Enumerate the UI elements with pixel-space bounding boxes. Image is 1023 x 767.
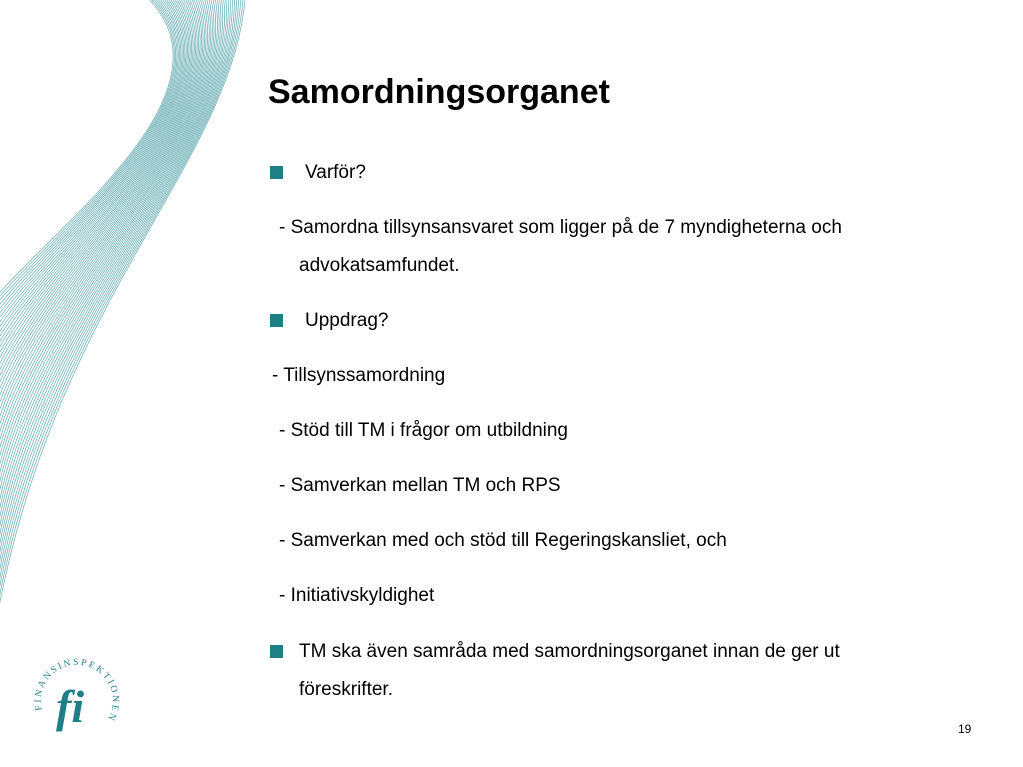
wave-line [0, 0, 199, 487]
logo-monogram: fi [56, 681, 85, 732]
mission-item-5: - Initiativskyldighet [279, 585, 435, 606]
wave-line [0, 0, 194, 467]
slide-title: Samordningsorganet [268, 73, 610, 111]
consultation-line-2: föreskrifter. [299, 679, 393, 700]
wave-line [0, 0, 190, 447]
mission-item-2: - Stöd till TM i frågor om utbildning [279, 420, 568, 441]
mission-item-1: - Tillsynssamordning [272, 365, 446, 386]
reason-line-2: advokatsamfundet. [299, 255, 460, 276]
wave-line [0, 0, 239, 640]
finansinspektionen-logo [28, 640, 124, 744]
logo-ring-text: FINANSINSPEKTIONEN [33, 657, 120, 724]
wave-line [0, 0, 241, 647]
bullet-square-icon [270, 314, 283, 327]
consultation-line-1: TM ska även samråda med samordningsorganet innan de ger ut [299, 641, 840, 662]
wave-line [0, 0, 192, 453]
mission-item-3: - Samverkan mellan TM och RPS [279, 475, 561, 496]
mission-item-4: - Samverkan med och stöd till Regeringskansliet, och [279, 530, 727, 551]
decorative-wave-lines [0, 0, 260, 660]
bullet-square-icon [270, 166, 283, 179]
bullet-question-why: Varför? [305, 162, 366, 183]
reason-line-1: - Samordna tillsynsansvaret som ligger på de 7 myndigheterna och [279, 217, 842, 238]
wave-line [0, 0, 197, 480]
page-number: 19 [958, 722, 972, 736]
bullet-square-icon [270, 645, 283, 658]
wave-line [0, 0, 212, 547]
bullet-question-mission: Uppdrag? [305, 310, 389, 331]
